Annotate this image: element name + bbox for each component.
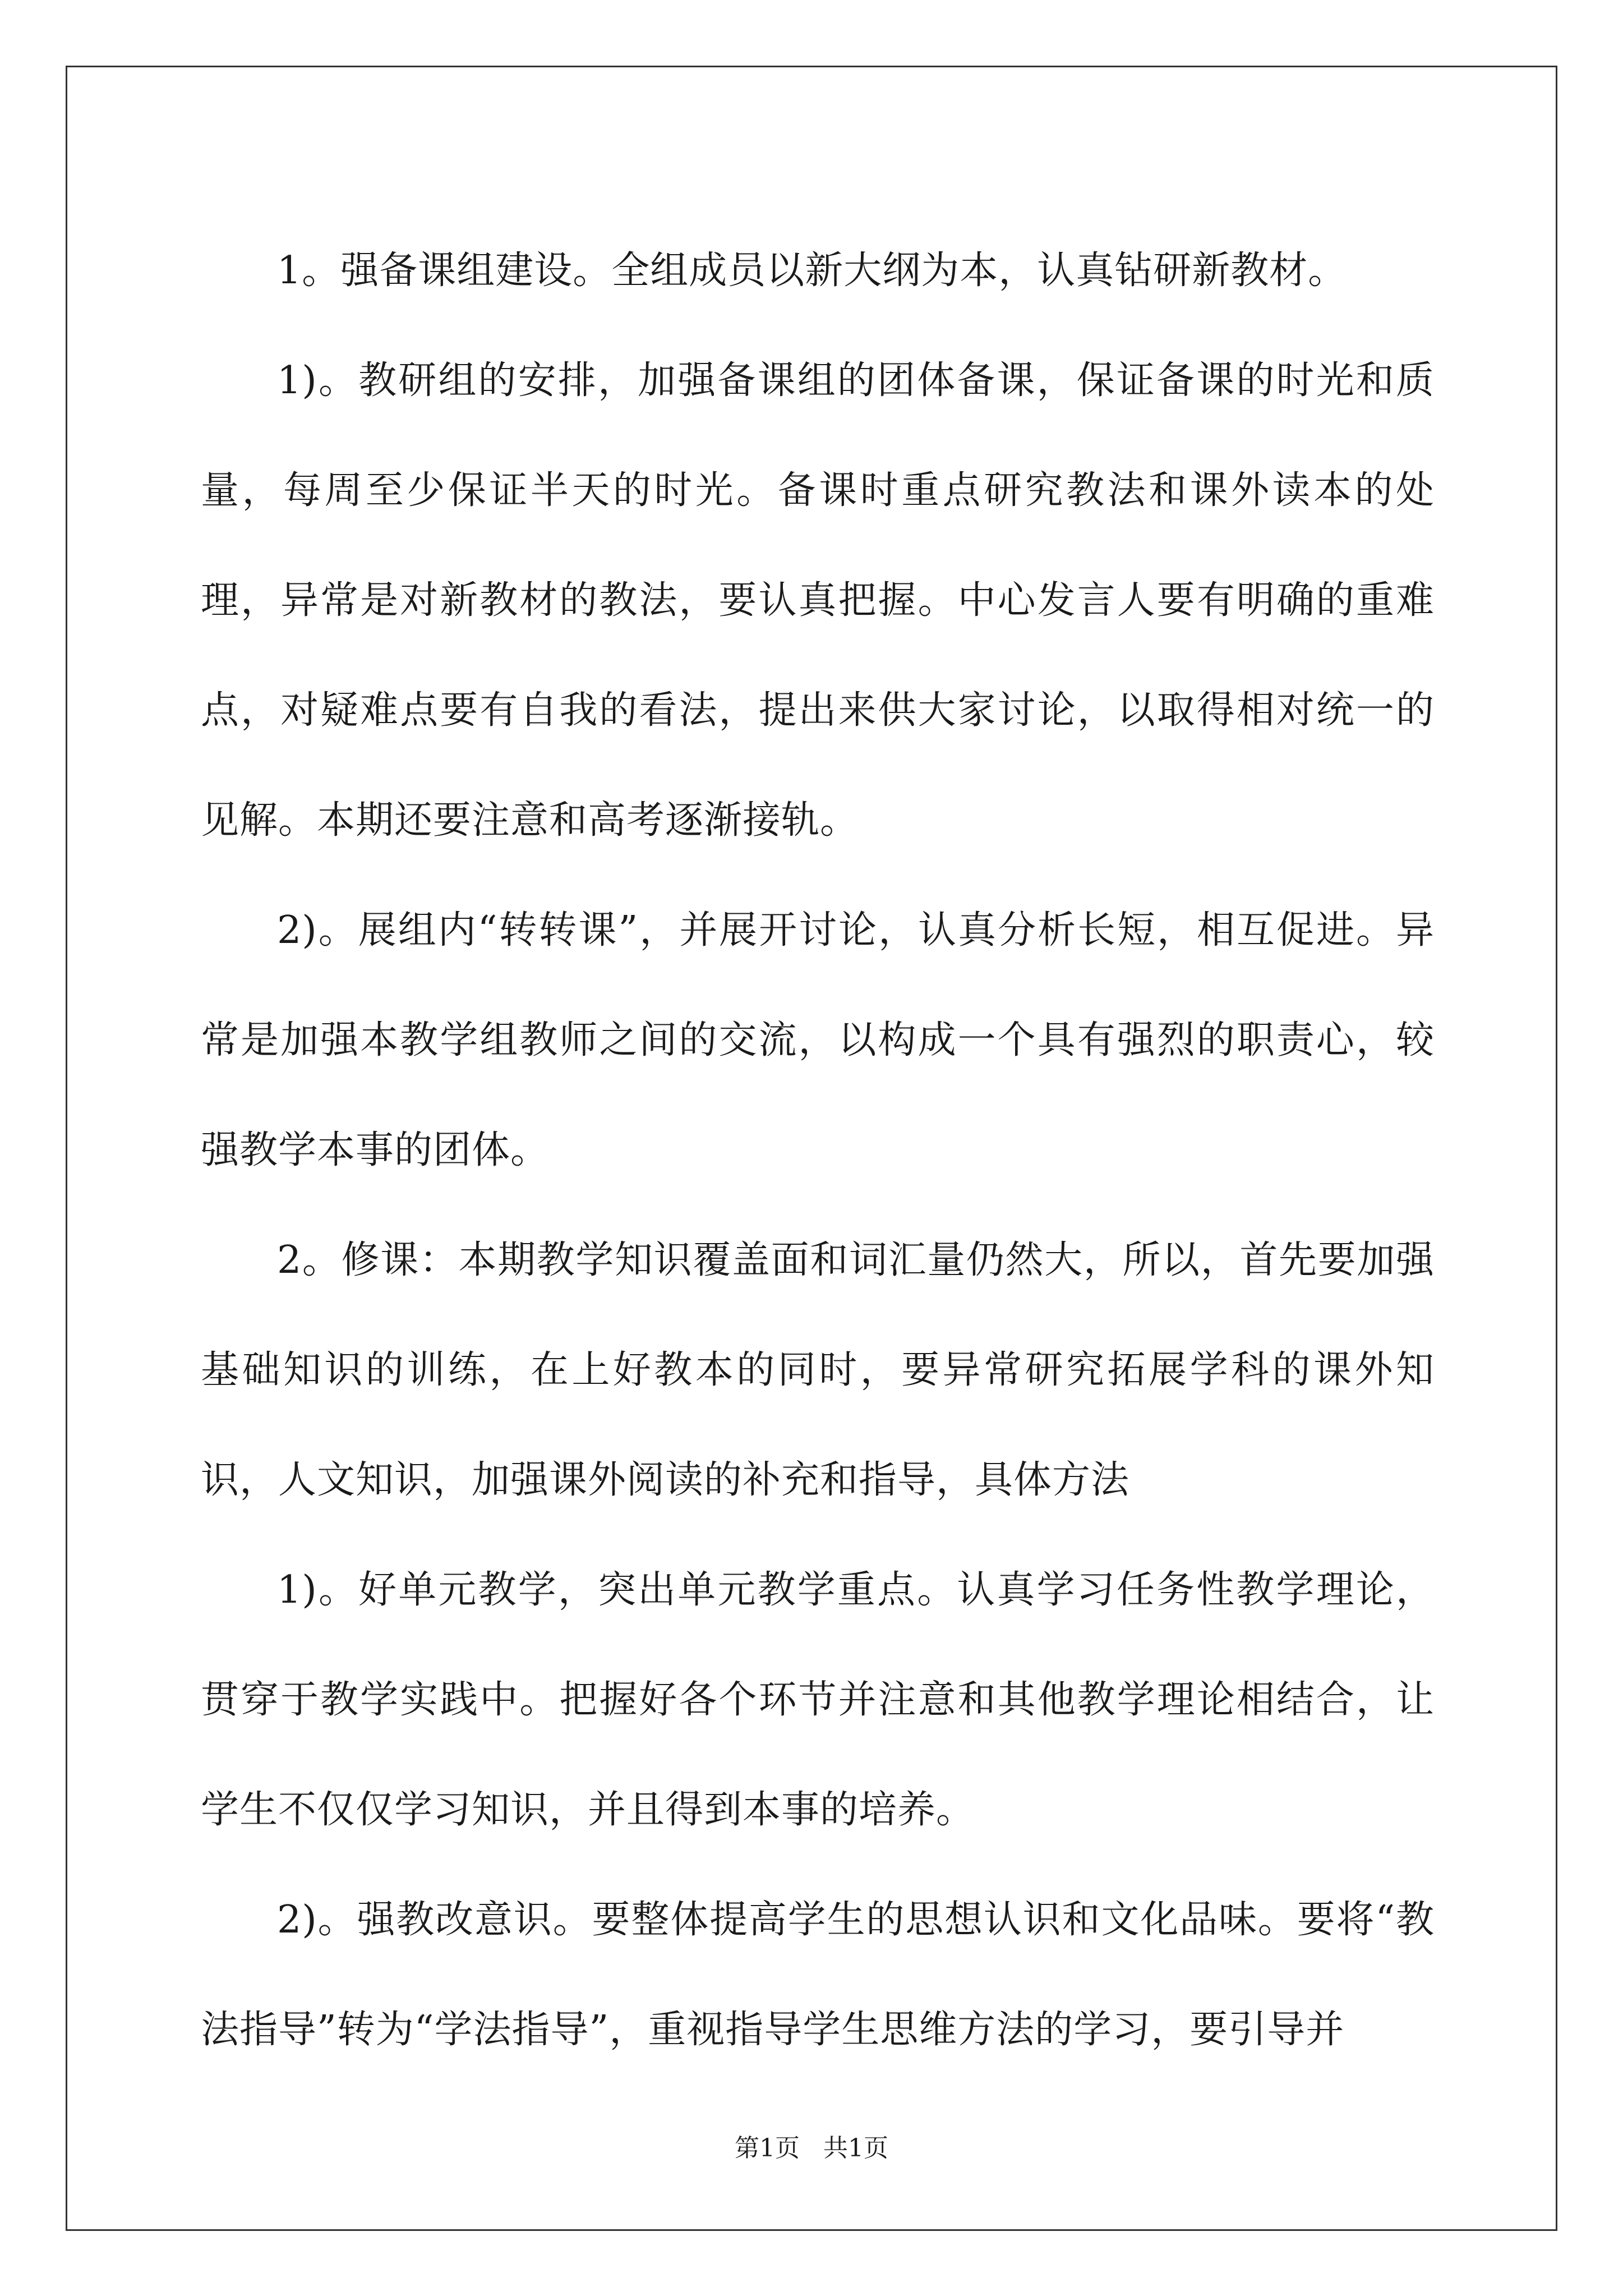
paragraph: 2。修课：本期教学知识覆盖面和词汇量仍然大，所以，首先要加强基础知识的训练，在上好教本的同时，要异常研究拓展学科的课外知识，人文知识，加强课外阅读的补充和指导，具体方法 (201, 1238, 1435, 1502)
paragraph: 1。强备课组建设。全组成员以新大纲为本，认真钻研新教材。 (277, 249, 1347, 293)
paragraph: 2)。展组内“转转课”，并展开讨论，认真分析长短，相互促进。异常是加强本教学组教师之间的交流，以构成一个具有强烈的职责心，较强教学本事的团体。 (201, 908, 1435, 1172)
page-footer (0, 2132, 1623, 2165)
paragraph: 1)。好单元教学，突出单元教学重点。认真学习任务性教学理论，贯穿于教学实践中。把握好各个环节并注意和其他教学理论相结合，让学生不仅仅学习知识，并且得到本事的培养。 (201, 1568, 1435, 1832)
paragraph: 2)。强教改意识。要整体提高学生的思想认识和文化品味。要将“教法指导”转为“学法指导”，重视指导学生思维方法的学习，要引导并 (201, 1898, 1435, 2052)
paragraph: 1)。教研组的安排，加强备课组的团体备课，保证备课的时光和质量，每周至少保证半天的时光。备课时重点研究教法和课外读本的处理，异常是对新教材的教法，要认真把握。中心发言人要有明确的重难点，对疑难点要有自我的看法，提出来供大家讨论，以取得相对统一的见解。本期还要注意和高考逐渐接轨。 (201, 358, 1435, 843)
page-total: 共1页 (823, 2134, 888, 2162)
page-number: 第1页 (735, 2134, 800, 2162)
document-body (201, 216, 1435, 2085)
